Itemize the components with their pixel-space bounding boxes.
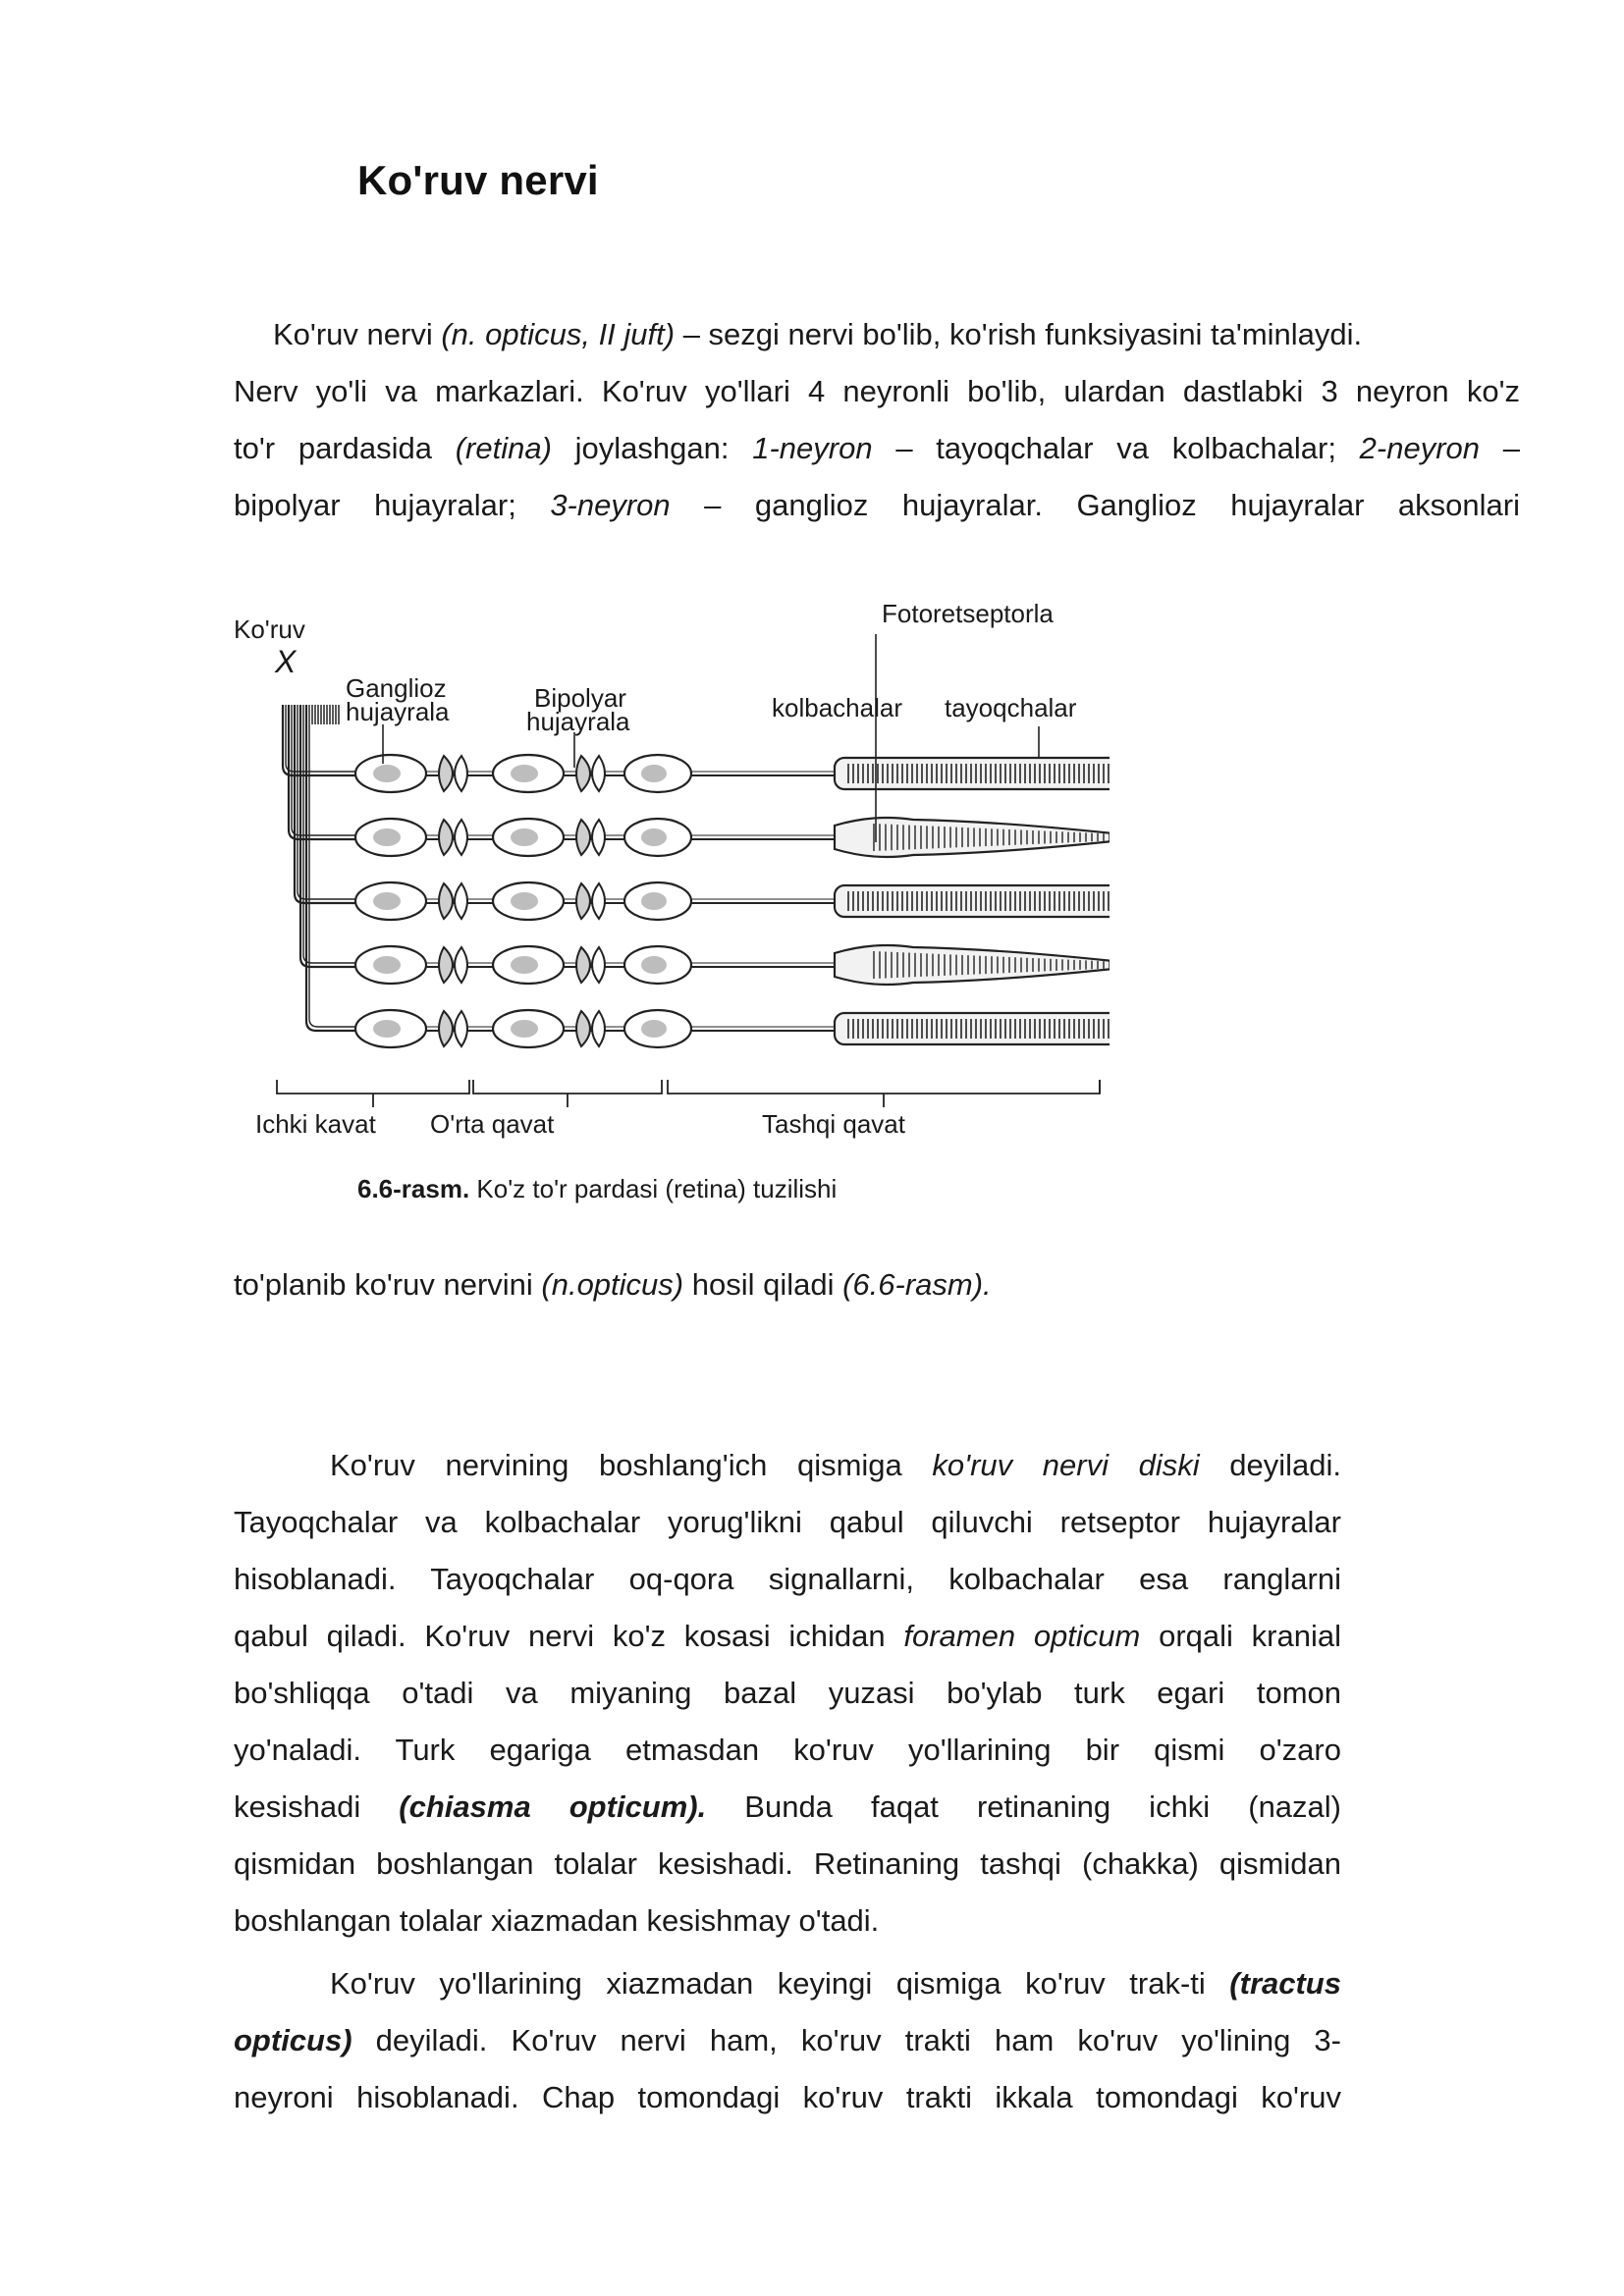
text-line: Ko'ruv nervining boshlang'ich qismiga ko'ruv nervi diski deyiladi. (330, 1448, 1341, 1482)
text-line: qismidan boshlangan tolalar kesishadi. Retinaning tashqi (chakka) qismidan (234, 1846, 1341, 1881)
ganglion-nucleus (373, 956, 401, 974)
axon-fiber (309, 705, 363, 1027)
text-line: yo'naladi. Turk egariga etmasdan ko'ruv yo'llarining bir qismi o'zaro (234, 1733, 1341, 1767)
text-line: to'r pardasida (retina) joylashgan: 1-neyron – tayoqchalar va kolbachalar; 2-neyron – (234, 431, 1521, 465)
photoreceptor-nucleus (641, 828, 667, 846)
label-fotoretseptorla: Fotoretseptorla (882, 599, 1054, 628)
synapse (455, 883, 467, 919)
bipolar-nucleus (511, 765, 538, 782)
paragraph-optic-disc (234, 1437, 1341, 1949)
ganglion-nucleus (373, 828, 401, 846)
label-ganglioz: Ganglioz (346, 673, 447, 703)
synapse (439, 883, 453, 919)
page-title: Ko'ruv nervi (357, 157, 599, 203)
synapse (592, 756, 605, 791)
bipolar-nucleus (511, 828, 538, 846)
axon-fiber (295, 705, 363, 903)
text-line: bipolyar hujayralar; 3-neyron – ganglioz hujayralar. Ganglioz hujayralar aksonlari (234, 488, 1520, 522)
text-line: Nerv yo'li va markazlari. Ko'ruv yo'llari 4 neyronli bo'lib, ulardan dastlabki 3 neyron ko'z (234, 374, 1520, 408)
synapse (576, 883, 590, 919)
photoreceptor-nucleus (641, 956, 667, 974)
ganglion-nucleus (373, 892, 401, 910)
synapse (439, 1011, 453, 1046)
text-line: qabul qiladi. Ko'ruv nervi ko'z kosasi ichidan foramen opticum orqali kranial (234, 1619, 1341, 1653)
synapse (455, 820, 467, 855)
text-line: Ko'ruv nervi (n. opticus, II juft) – sezgi nervi bo'lib, ko'rish funksiyasini ta'minlaydi. (273, 317, 1363, 351)
layer-bracket (473, 1080, 662, 1094)
rod-outer-segment (835, 885, 1110, 917)
label-tayoqchalar: tayoqchalar (945, 693, 1077, 722)
synapse (455, 1011, 467, 1046)
retina-diagram (226, 589, 1110, 1217)
synapse (576, 1011, 590, 1046)
synapse (576, 820, 590, 855)
label-chiasma-x: X (275, 644, 297, 679)
label-tashqi-qavat: Tashqi qavat (762, 1109, 905, 1139)
label-ichki-kavat: Ichki kavat (255, 1109, 376, 1139)
ganglion-nucleus (373, 765, 401, 782)
axon-fiber (306, 705, 363, 1031)
layer-bracket (668, 1080, 1100, 1094)
synapse (592, 883, 605, 919)
synapse (592, 820, 605, 855)
label-bipolyar-hujayrala: hujayrala (526, 707, 630, 736)
synapse (576, 756, 590, 791)
bipolar-nucleus (511, 1020, 538, 1038)
rod-outer-segment (835, 1013, 1110, 1044)
label-bipolyar: Bipolyar (534, 683, 626, 713)
text-line: neyroni hisoblanadi. Chap tomondagi ko'ruv trakti ikkala tomondagi ko'ruv (234, 2080, 1341, 2114)
layer-bracket (277, 1080, 469, 1094)
ganglion-nucleus (373, 1020, 401, 1038)
paragraph-continuation: to'planib ko'ruv nervini (n.opticus) hosil qiladi (6.6-rasm). (234, 1267, 992, 1302)
photoreceptor-nucleus (641, 1020, 667, 1038)
synapse (592, 1011, 605, 1046)
photoreceptor-nucleus (641, 892, 667, 910)
text-line: Tayoqchalar va kolbachalar yorug'likni qabul qiluvchi retseptor hujayralar (234, 1505, 1341, 1539)
text-line: boshlangan tolalar xiazmadan kesishmay o'tadi. (234, 1903, 880, 1938)
label-ganglioz-hujayrala: hujayrala (346, 697, 450, 726)
label-kolbachalar: kolbachalar (772, 693, 902, 722)
label-koruv: Ko'ruv (234, 614, 305, 644)
bipolar-nucleus (511, 956, 538, 974)
bipolar-nucleus (511, 892, 538, 910)
label-orta-qavat: O'rta qavat (430, 1109, 555, 1139)
synapse (439, 820, 453, 855)
synapse (455, 756, 467, 791)
text-line: hisoblanadi. Tayoqchalar oq-qora signallarni, kolbachalar esa ranglarni (234, 1562, 1341, 1596)
text-line: Ko'ruv yo'llarining xiazmadan keyingi qismiga ko'ruv trak-ti (tractus (330, 1966, 1341, 2001)
synapse (439, 947, 453, 983)
synapse (455, 947, 467, 983)
synapse (439, 756, 453, 791)
photoreceptor-nucleus (641, 765, 667, 782)
figure-caption: 6.6-rasm. Ko'z to'r pardasi (retina) tuzilishi (357, 1174, 838, 1203)
paragraph-optic-tract (234, 1955, 1341, 2126)
synapse (576, 947, 590, 983)
axon-fiber (303, 705, 363, 963)
text-line: kesishadi (chiasma opticum). Bunda faqat retinaning ichki (nazal) (234, 1789, 1341, 1824)
paragraph-intro (234, 306, 1520, 534)
synapse (592, 947, 605, 983)
text-line: opticus) deyiladi. Ko'ruv nervi ham, ko'ruv trakti ham ko'ruv yo'lining 3- (234, 2023, 1341, 2057)
text-line: bo'shliqqa o'tadi va miyaning bazal yuzasi bo'ylab turk egari tomon (234, 1676, 1341, 1710)
